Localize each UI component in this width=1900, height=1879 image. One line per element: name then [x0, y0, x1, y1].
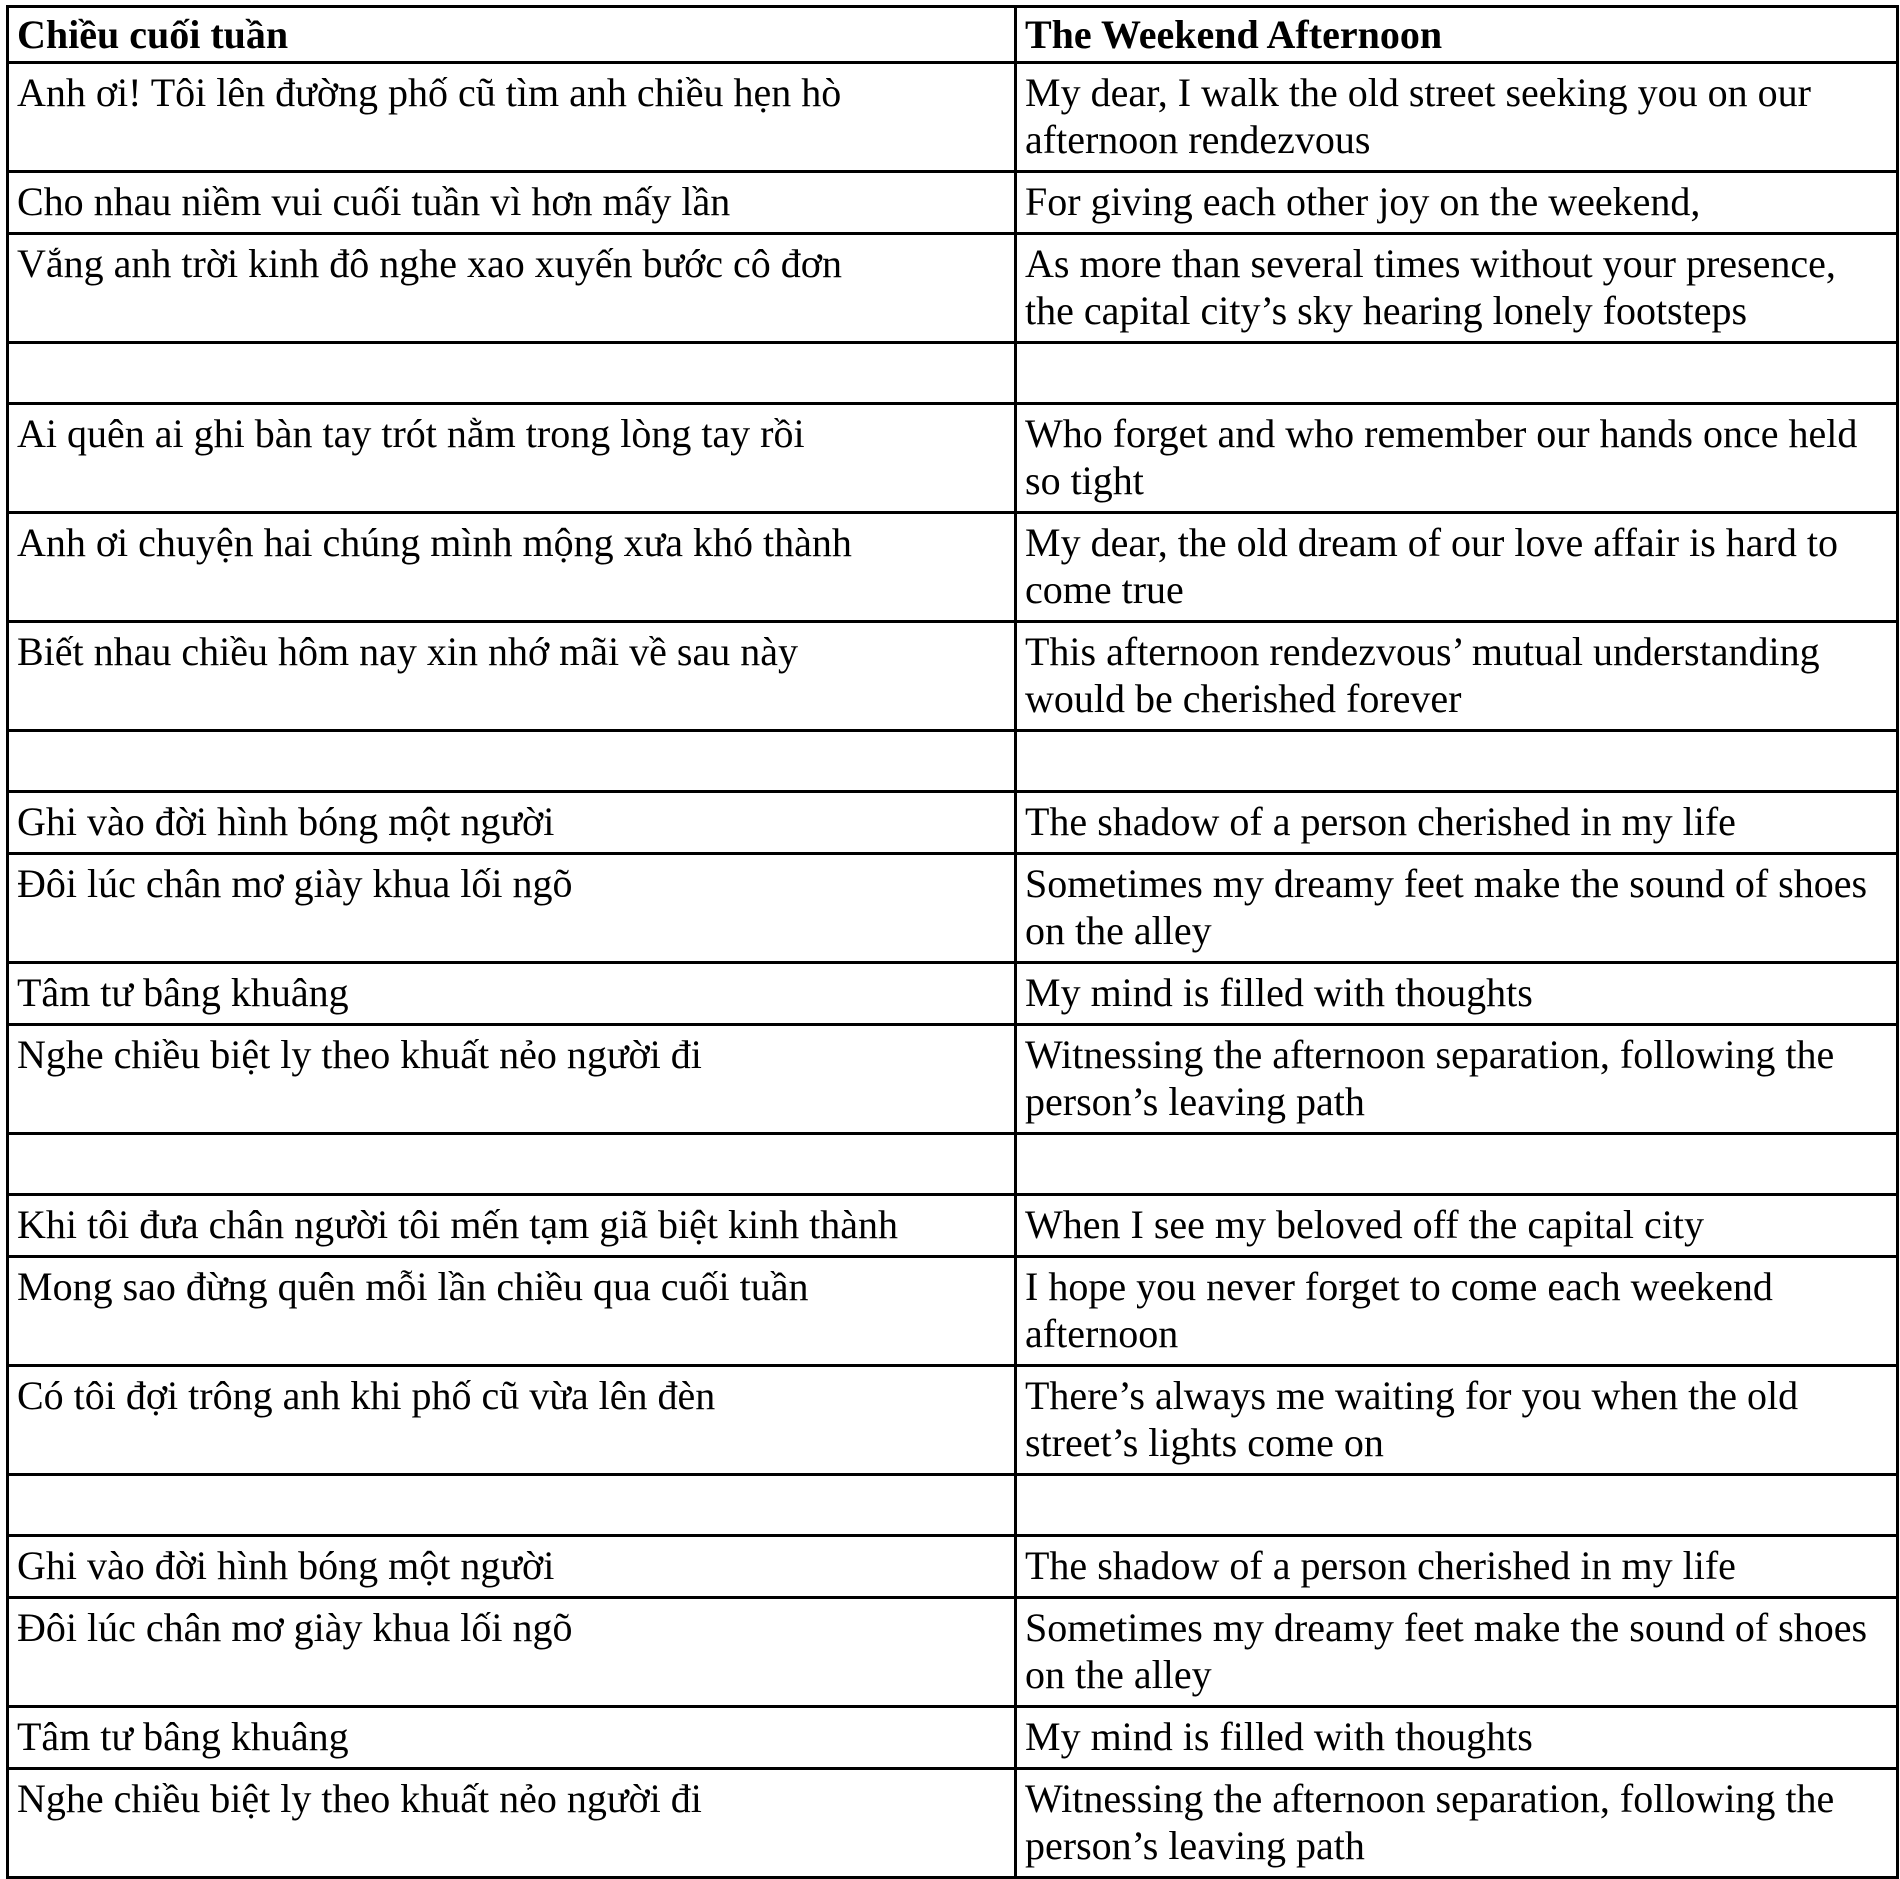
vietnamese-lyric-cell: Vắng anh trời kinh đô nghe xao xuyến bước cô đơn	[8, 234, 1016, 343]
table-row	[8, 1257, 1898, 1366]
english-translation-cell: I hope you never forget to come each weekend afternoon	[1016, 1257, 1898, 1366]
vietnamese-lyric-cell	[8, 343, 1016, 404]
table-row	[8, 792, 1898, 854]
vietnamese-lyric-cell: Mong sao đừng quên mỗi lần chiều qua cuối tuần	[8, 1257, 1016, 1366]
table-row	[8, 1707, 1898, 1769]
table-row	[8, 172, 1898, 234]
table-row	[8, 1366, 1898, 1475]
table-row	[8, 513, 1898, 622]
english-translation-cell: There’s always me waiting for you when the old street’s lights come on	[1016, 1366, 1898, 1475]
header-english-title: The Weekend Afternoon	[1016, 7, 1898, 63]
table-row	[8, 622, 1898, 731]
table-row	[8, 234, 1898, 343]
english-translation-cell: Witnessing the afternoon separation, following the person’s leaving path	[1016, 1769, 1898, 1878]
english-translation-cell: When I see my beloved off the capital city	[1016, 1195, 1898, 1257]
vietnamese-lyric-cell: Có tôi đợi trông anh khi phố cũ vừa lên đèn	[8, 1366, 1016, 1475]
vietnamese-lyric-cell: Ghi vào đời hình bóng một người	[8, 1536, 1016, 1598]
vietnamese-lyric-cell: Anh ơi! Tôi lên đường phố cũ tìm anh chiều hẹn hò	[8, 63, 1016, 172]
english-translation-cell	[1016, 731, 1898, 792]
vietnamese-lyric-cell	[8, 1134, 1016, 1195]
english-translation-cell: For giving each other joy on the weekend,	[1016, 172, 1898, 234]
english-translation-cell	[1016, 1475, 1898, 1536]
english-translation-cell: My mind is filled with thoughts	[1016, 963, 1898, 1025]
vietnamese-lyric-cell: Khi tôi đưa chân người tôi mến tạm giã biệt kinh thành	[8, 1195, 1016, 1257]
english-translation-cell	[1016, 1134, 1898, 1195]
header-vietnamese-title: Chiều cuối tuần	[8, 7, 1016, 63]
table-row	[8, 63, 1898, 172]
vietnamese-lyric-cell: Ghi vào đời hình bóng một người	[8, 792, 1016, 854]
table-row	[8, 1475, 1898, 1536]
vietnamese-lyric-cell: Ai quên ai ghi bàn tay trót nằm trong lòng tay rồi	[8, 404, 1016, 513]
english-translation-cell: This afternoon rendezvous’ mutual understanding would be cherished forever	[1016, 622, 1898, 731]
vietnamese-lyric-cell: Anh ơi chuyện hai chúng mình mộng xưa khó thành	[8, 513, 1016, 622]
table-row	[8, 731, 1898, 792]
english-translation-cell: The shadow of a person cherished in my life	[1016, 1536, 1898, 1598]
english-translation-cell: My dear, I walk the old street seeking you on our afternoon rendezvous	[1016, 63, 1898, 172]
table-row	[8, 1134, 1898, 1195]
table-row	[8, 404, 1898, 513]
table-row	[8, 1195, 1898, 1257]
english-translation-cell: My mind is filled with thoughts	[1016, 1707, 1898, 1769]
english-translation-cell: Sometimes my dreamy feet make the sound of shoes on the alley	[1016, 1598, 1898, 1707]
english-translation-cell: Witnessing the afternoon separation, following the person’s leaving path	[1016, 1025, 1898, 1134]
table-row	[8, 1598, 1898, 1707]
vietnamese-lyric-cell: Tâm tư bâng khuâng	[8, 1707, 1016, 1769]
vietnamese-lyric-cell: Đôi lúc chân mơ giày khua lối ngõ	[8, 854, 1016, 963]
table-row	[8, 1025, 1898, 1134]
table-row	[8, 854, 1898, 963]
vietnamese-lyric-cell	[8, 1475, 1016, 1536]
vietnamese-lyric-cell: Đôi lúc chân mơ giày khua lối ngõ	[8, 1598, 1016, 1707]
table-body	[8, 63, 1898, 1878]
vietnamese-lyric-cell: Cho nhau niềm vui cuối tuần vì hơn mấy lần	[8, 172, 1016, 234]
table-header-row	[8, 7, 1898, 63]
english-translation-cell: The shadow of a person cherished in my life	[1016, 792, 1898, 854]
vietnamese-lyric-cell: Biết nhau chiều hôm nay xin nhớ mãi về sau này	[8, 622, 1016, 731]
table-row	[8, 343, 1898, 404]
english-translation-cell: As more than several times without your presence, the capital city’s sky hearing lonely footsteps	[1016, 234, 1898, 343]
vietnamese-lyric-cell: Nghe chiều biệt ly theo khuất nẻo người đi	[8, 1025, 1016, 1134]
english-translation-cell: Who forget and who remember our hands once held so tight	[1016, 404, 1898, 513]
english-translation-cell: My dear, the old dream of our love affair is hard to come true	[1016, 513, 1898, 622]
table-row	[8, 1769, 1898, 1878]
vietnamese-lyric-cell	[8, 731, 1016, 792]
english-translation-cell: Sometimes my dreamy feet make the sound of shoes on the alley	[1016, 854, 1898, 963]
table-row	[8, 1536, 1898, 1598]
table-row	[8, 963, 1898, 1025]
vietnamese-lyric-cell: Nghe chiều biệt ly theo khuất nẻo người đi	[8, 1769, 1016, 1878]
lyrics-translation-table	[6, 5, 1899, 1879]
vietnamese-lyric-cell: Tâm tư bâng khuâng	[8, 963, 1016, 1025]
english-translation-cell	[1016, 343, 1898, 404]
